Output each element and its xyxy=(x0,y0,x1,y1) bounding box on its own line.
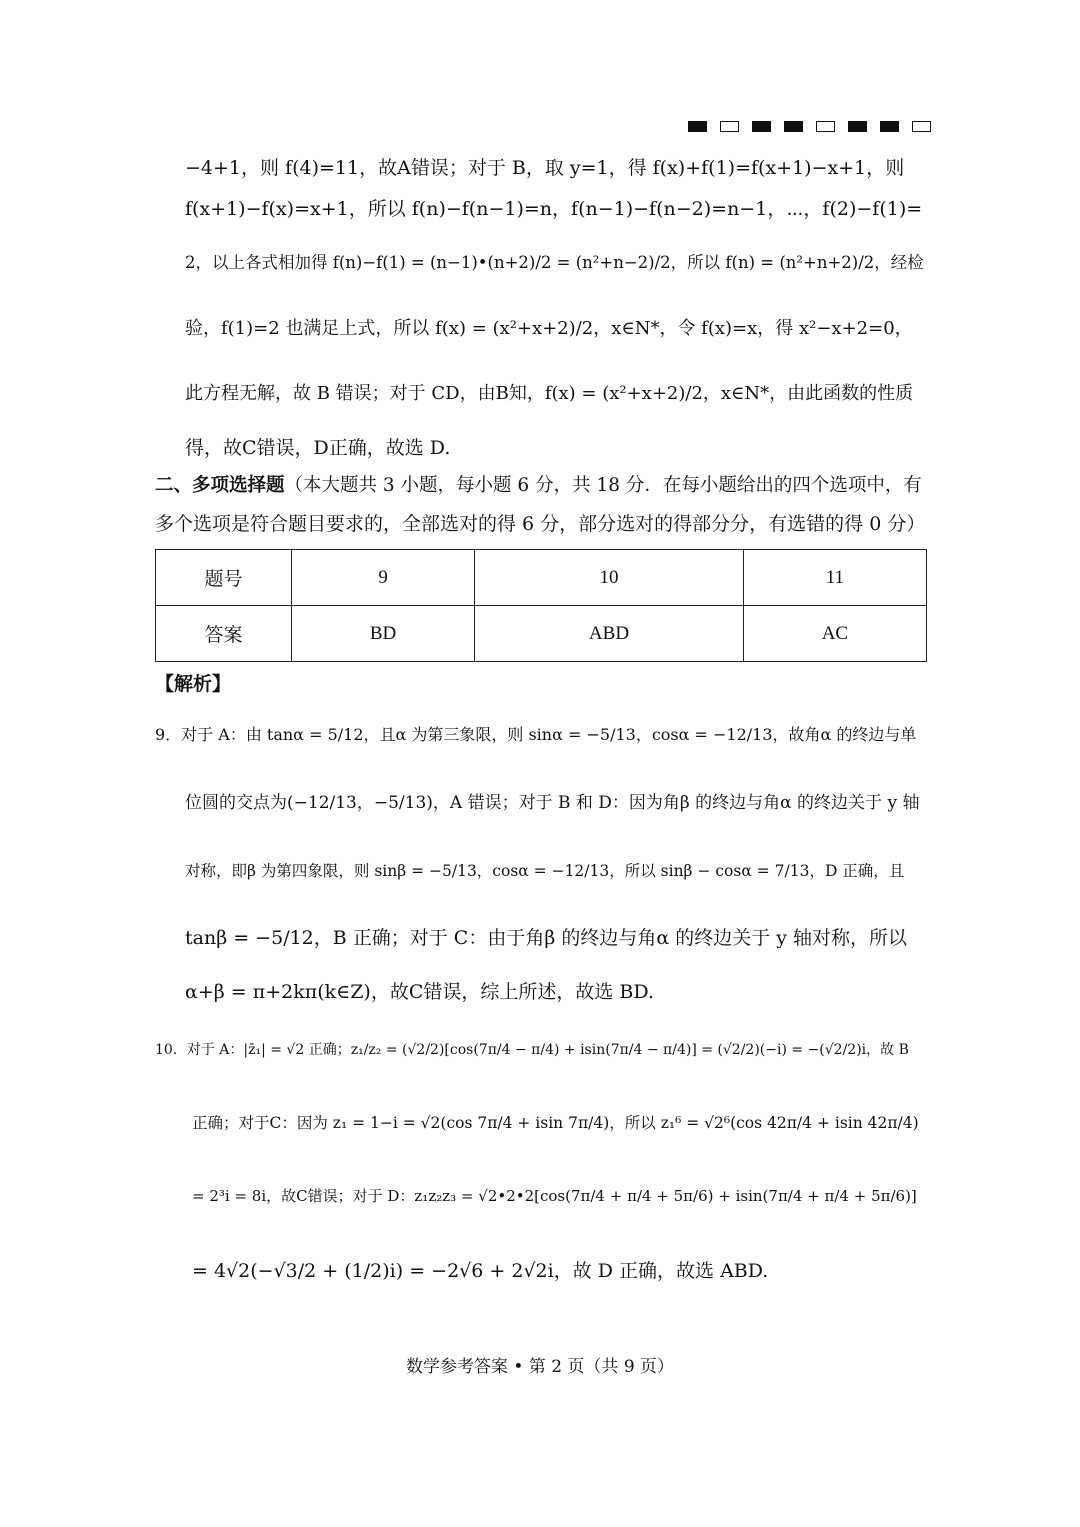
answer-10: ABD xyxy=(475,606,744,662)
p9-line-5: α+β = π+2kπ(k∈Z)，故C错误，综上所述，故选 BD. xyxy=(185,981,654,1003)
header-mark xyxy=(752,121,771,132)
section2-heading: 二、多项选择题 xyxy=(155,475,285,496)
header-mark xyxy=(912,121,931,132)
section2-desc-1: （本大题共 3 小题，每小题 6 分，共 18 分．在每小题给出的四个选项中，有 xyxy=(284,475,922,496)
answer-table xyxy=(155,549,927,662)
page-footer: 数学参考答案 • 第 2 页（共 9 页） xyxy=(405,1357,675,1377)
p8-line-6: 得，故C错误，D正确，故选 D. xyxy=(185,437,451,459)
header-mark xyxy=(720,121,739,132)
p9-line-4: tanβ = −5/12，B 正确；对于 C：由于角β 的终边与角α 的终边关于 y 轴对称，所以 xyxy=(185,927,908,949)
answer-11: AC xyxy=(743,606,926,662)
answer-9: BD xyxy=(292,606,475,662)
section2-desc-2: 多个选项是符合题目要求的，全部选对的得 6 分，部分选对的得部分分，有选错的得 0 分） xyxy=(155,513,926,535)
header-mark xyxy=(848,121,867,132)
p10-line-2: 正确；对于C：因为 z₁ = 1−i = √2(cos 7π/4 + isin 7π/4)，所以 z₁⁶ = √2⁶(cos 42π/4 + isin 42π/4) xyxy=(192,1114,919,1132)
p10-line-3: = 2³i = 8i，故C错误；对于 D：z₁z₂z₃ = √2•2•2[cos(7π/4 + π/4 + 5π/6) + isin(7π/4 + π/4 + 5π/6)] xyxy=(192,1187,917,1205)
header-marks xyxy=(688,121,931,132)
p9-line-1: 9．对于 A：由 tanα = 5/12，且α 为第三象限，则 sinα = −5/13，cosα = −12/13，故角α 的终边与单 xyxy=(155,725,917,744)
p9-line-3: 对称，即β 为第四象限，则 sinβ = −5/13，cosα = −12/13，所以 sinβ − cosα = 7/13，D 正确，且 xyxy=(185,862,905,880)
question-number-11: 11 xyxy=(743,550,926,606)
p8-line-1: −4+1，则 f(4)=11，故A错误；对于 B，取 y=1，得 f(x)+f(1)=f(x+1)−x+1，则 xyxy=(185,157,905,179)
p8-line-5: 此方程无解，故 B 错误；对于 CD，由B知，f(x) = (x²+x+2)/2，x∈N*，由此函数的性质 xyxy=(185,383,914,404)
question-number-9: 9 xyxy=(292,550,475,606)
section2-heading-line xyxy=(155,473,927,499)
row-header-answer: 答案 xyxy=(156,606,292,662)
row-header-number: 题号 xyxy=(156,550,292,606)
header-mark xyxy=(784,121,803,132)
p10-line-1: 10．对于 A：|z̄₁| = √2 正确；z₁/z₂ = (√2/2)[cos(7π/4 − π/4) + isin(7π/4 − π/4)] = (√2/2)(−i) = −(√2/2)i，故 B xyxy=(155,1042,909,1058)
p8-line-2: f(x+1)−f(x)=x+1，所以 f(n)−f(n−1)=n，f(n−1)−f(n−2)=n−1，⋯，f(2)−f(1)= xyxy=(185,198,923,220)
p9-line-2: 位圆的交点为(−12/13，−5/13)，A 错误；对于 B 和 D：因为角β 的终边与角α 的终边关于 y 轴 xyxy=(185,793,920,813)
table-row xyxy=(156,550,927,606)
question-number-10: 10 xyxy=(475,550,744,606)
header-mark xyxy=(880,121,899,132)
header-mark xyxy=(816,121,835,132)
analysis-label: 【解析】 xyxy=(155,673,232,695)
p10-line-4: = 4√2(−√3/2 + (1/2)i) = −2√6 + 2√2i，故 D 正确，故选 ABD. xyxy=(192,1260,769,1282)
table-row xyxy=(156,606,927,662)
p8-line-4: 验，f(1)=2 也满足上式，所以 f(x) = (x²+x+2)/2，x∈N*，令 f(x)=x，得 x²−x+2=0， xyxy=(185,318,913,339)
p8-line-3: 2，以上各式相加得 f(n)−f(1) = (n−1)•(n+2)/2 = (n²+n−2)/2，所以 f(n) = (n²+n+2)/2，经检 xyxy=(185,253,924,272)
header-mark xyxy=(688,121,707,132)
